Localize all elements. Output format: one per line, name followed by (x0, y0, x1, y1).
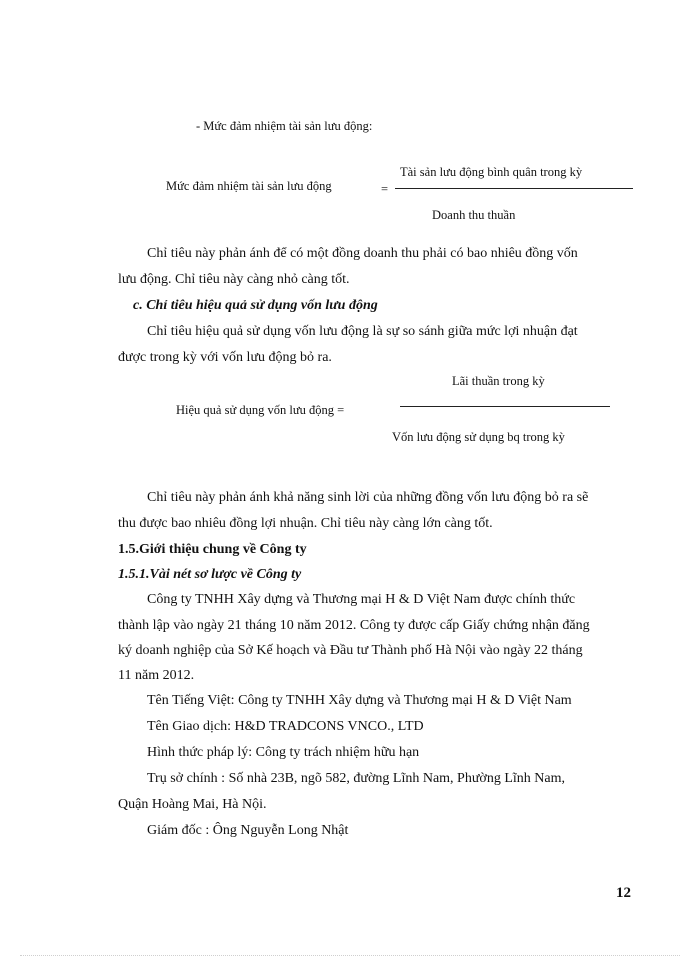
para4-line1: Công ty TNHH Xây dựng và Thương mại H & D Việt Nam được chính thức (147, 592, 576, 607)
formula1-denominator: Doanh thu thuần (432, 208, 516, 222)
para4-line3: ký doanh nghiệp của Sở Kế hoạch và Đầu tư Thành phố Hà Nội vào ngày 22 tháng (118, 643, 583, 658)
formula1-lhs: Mức đảm nhiệm tài sản lưu động (166, 179, 332, 193)
para4-line4: 11 năm 2012. (118, 668, 195, 683)
formula2-denominator: Vốn lưu động sử dụng bq trong kỳ (392, 430, 565, 444)
heading-1-5-1: 1.5.1.Vài nét sơ lược về Công ty (118, 567, 302, 582)
formula1-numerator: Tài sản lưu động bình quân trong kỳ (400, 165, 583, 179)
label-working-capital-ratio: - Mức đảm nhiệm tài sản lưu động: (196, 119, 373, 133)
heading-1-5: 1.5.Giới thiệu chung về Công ty (118, 542, 307, 557)
para2-line2: được trong kỳ với vốn lưu động bỏ ra. (118, 350, 332, 365)
formula2-lhs: Hiệu quả sử dụng vốn lưu động = (176, 403, 345, 417)
para1-line1: Chỉ tiêu này phản ánh để có một đồng doanh thu phải có bao nhiêu đồng vốn (147, 246, 578, 261)
page-number: 12 (616, 885, 631, 901)
para4-line2: thành lập vào ngày 21 tháng 10 năm 2012. Công ty được cấp Giấy chứng nhận đăng (118, 618, 590, 633)
para1-line2: lưu động. Chỉ tiêu này càng nhỏ càng tốt. (118, 272, 350, 287)
formula2-numerator: Lãi thuần trong kỳ (452, 374, 545, 388)
para2-line1: Chỉ tiêu hiệu quả sử dụng vốn lưu động là sự so sánh giữa mức lợi nhuận đạt (147, 324, 578, 339)
info-headquarters-line2: Quận Hoàng Mai, Hà Nội. (118, 797, 267, 812)
formula1-equals: = (381, 182, 389, 196)
page-bottom-divider (20, 955, 680, 956)
info-trade-name: Tên Giao dịch: H&D TRADCONS VNCO., LTD (147, 719, 424, 734)
info-director: Giám đốc : Ông Nguyễn Long Nhật (147, 823, 349, 838)
formula2-fraction-bar (400, 406, 610, 407)
para3-line2: thu được bao nhiêu đồng lợi nhuận. Chỉ tiêu này càng lớn càng tốt. (118, 516, 493, 531)
info-vietnamese-name: Tên Tiếng Việt: Công ty TNHH Xây dựng và Thương mại H & D Việt Nam (147, 693, 572, 708)
info-headquarters-line1: Trụ sở chính : Số nhà 23B, ngõ 582, đường Lĩnh Nam, Phường Lĩnh Nam, (147, 771, 565, 786)
heading-c: c. Chỉ tiêu hiệu quả sử dụng vốn lưu động (133, 298, 378, 313)
formula1-fraction-bar (395, 188, 633, 189)
info-legal-form: Hình thức pháp lý: Công ty trách nhiệm hữu hạn (147, 745, 420, 760)
para3-line1: Chỉ tiêu này phản ánh khả năng sinh lời của những đồng vốn lưu động bỏ ra sẽ (147, 490, 589, 505)
